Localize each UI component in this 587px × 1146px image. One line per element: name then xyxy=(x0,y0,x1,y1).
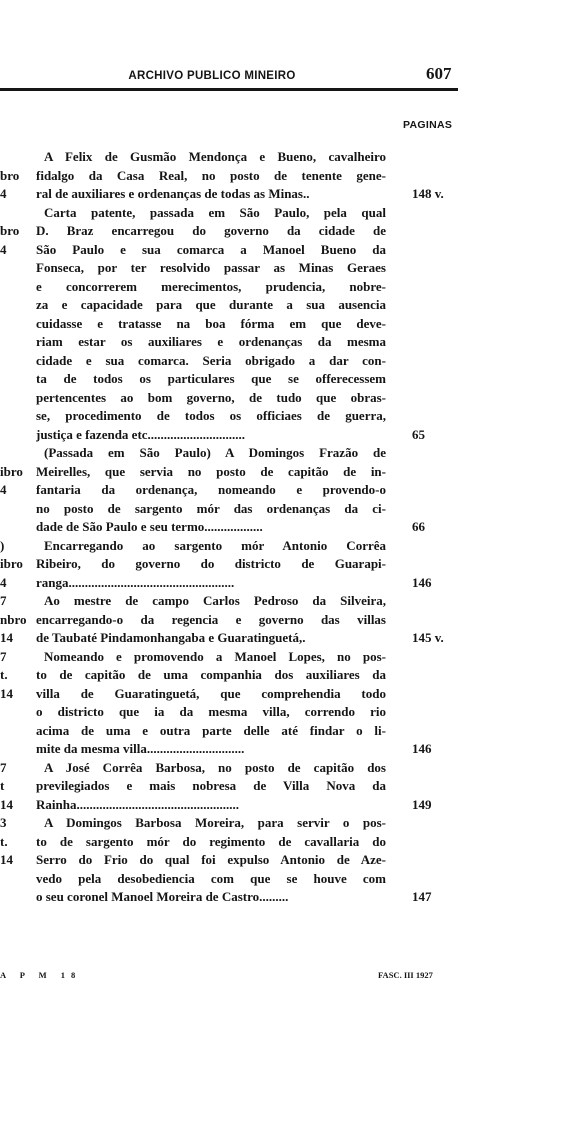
entry-text: Fonseca, por ter resolvido passar as Minas Geraes xyxy=(36,260,386,275)
entry-line xyxy=(0,315,587,334)
margin-date-fragment: 4 xyxy=(0,482,7,497)
index-entry xyxy=(0,204,587,445)
margin-date-fragment: 4 xyxy=(0,186,7,201)
margin-date-fragment: t. xyxy=(0,667,8,682)
entry-text: A Domingos Barbosa Moreira, para servir o pos- xyxy=(44,815,386,830)
entry-line xyxy=(0,814,587,833)
entry-text: encarregando-o da regencia e governo das villas xyxy=(36,611,386,627)
entry-line xyxy=(0,204,587,223)
index-entries xyxy=(0,148,587,907)
entry-line xyxy=(0,888,587,907)
margin-date-fragment: nbro xyxy=(0,611,27,627)
entry-line xyxy=(0,703,587,722)
page-footer xyxy=(0,970,587,984)
margin-date-fragment: 14 xyxy=(0,852,13,867)
entry-line xyxy=(0,241,587,260)
margin-date-fragment: t xyxy=(0,778,5,793)
entry-text: Meirelles, que servia no posto de capitão de in- xyxy=(36,463,386,479)
page-reference: 65 xyxy=(412,426,425,442)
entry-line xyxy=(0,370,587,389)
entry-line xyxy=(0,759,587,778)
entry-line xyxy=(0,296,587,315)
entry-line xyxy=(0,389,587,408)
entry-text: ranga................................................... xyxy=(36,574,235,590)
index-entry xyxy=(0,537,587,593)
entry-text: A Felix de Gusmão Mendonça e Bueno, cavalheiro xyxy=(44,149,386,164)
header-rule xyxy=(0,88,458,91)
margin-date-fragment: 7 xyxy=(0,759,7,775)
margin-date-fragment: bro xyxy=(0,223,20,238)
entry-line xyxy=(0,333,587,352)
entry-line xyxy=(0,833,587,852)
entry-line xyxy=(0,167,587,186)
margin-date-fragment: ibro xyxy=(0,463,23,479)
page-reference: 148 v. xyxy=(412,186,444,201)
entry-text: Ao mestre de campo Carlos Pedroso da Silveira, xyxy=(44,593,386,608)
entry-text: Carta patente, passada em São Paulo, pela qual xyxy=(44,204,386,220)
entry-text: Ribeiro, do governo do districto de Guarapi- xyxy=(36,556,386,571)
index-entry xyxy=(0,444,587,537)
entry-line xyxy=(0,611,587,630)
entry-text: ta de todos os particulares que se offerecessem xyxy=(36,371,386,386)
entry-text: (Passada em São Paulo) A Domingos Frazão de xyxy=(44,445,386,460)
page-reference: 145 v. xyxy=(412,630,444,645)
page-reference: 146 xyxy=(412,741,432,756)
index-entry xyxy=(0,648,587,759)
margin-date-fragment: 14 xyxy=(0,796,13,812)
entry-line xyxy=(0,666,587,685)
entry-line xyxy=(0,722,587,741)
pages-column-heading: PAGINAS xyxy=(403,119,453,131)
entry-line xyxy=(0,592,587,611)
entry-text: za e capacidade para que durante a sua ausencia xyxy=(36,297,386,312)
entry-line xyxy=(0,278,587,297)
entry-text: A José Corrêa Barbosa, no posto de capitão dos xyxy=(44,759,386,775)
page-reference: 146 xyxy=(412,574,432,590)
entry-line xyxy=(0,685,587,704)
entry-line xyxy=(0,222,587,241)
entry-text: fantaria da ordenança, nomeando e provendo-o xyxy=(36,482,386,497)
entry-line xyxy=(0,555,587,574)
entry-text: villa de Guaratinguetá, que comprehendia todo xyxy=(36,685,386,701)
entry-text: se, procedimento de todos os officiaes de guerra, xyxy=(36,408,386,423)
entry-text: de Taubaté Pindamonhangaba e Guaratinguetá,. xyxy=(36,630,306,645)
entry-line xyxy=(0,796,587,815)
entry-text: o seu coronel Manoel Moreira de Castro......... xyxy=(36,889,289,904)
entry-line xyxy=(0,259,587,278)
running-header-title: ARCHIVO PUBLICO MINEIRO xyxy=(128,70,296,82)
margin-date-fragment: ) xyxy=(0,537,5,553)
entry-line xyxy=(0,777,587,796)
margin-date-fragment: ibro xyxy=(0,556,23,571)
entry-line xyxy=(0,851,587,870)
entry-line xyxy=(0,629,587,648)
entry-line xyxy=(0,537,587,556)
entry-text: justiça e fazenda etc.............................. xyxy=(36,426,246,442)
entry-line xyxy=(0,426,587,445)
entry-text: e concorrerem merecimentos, prudencia, nobre- xyxy=(36,278,386,294)
entry-text: previlegiados e mais nobresa de Villa Nova da xyxy=(36,778,386,793)
margin-date-fragment: 7 xyxy=(0,593,7,608)
entry-text: dade de São Paulo e seu termo.................. xyxy=(36,519,263,534)
page-reference: 66 xyxy=(412,519,425,534)
footer-right: FASC. III 1927 xyxy=(378,970,433,980)
entry-line xyxy=(0,870,587,889)
index-entry xyxy=(0,759,587,815)
entry-text: Encarregando ao sargento mór Antonio Corrêa xyxy=(44,537,386,553)
entry-line xyxy=(0,574,587,593)
entry-text: vedo pela desobediencia com que se houve com xyxy=(36,870,386,886)
entry-text: ral de auxiliares e ordenanças de todas as Minas.. xyxy=(36,186,310,201)
margin-date-fragment: 14 xyxy=(0,630,13,645)
margin-date-fragment: t. xyxy=(0,833,8,849)
entry-text: fidalgo da Casa Real, no posto de tenente gene- xyxy=(36,167,386,183)
entry-text: to de sargento mór do regimento de cavallaria do xyxy=(36,833,386,849)
entry-text: no posto de sargento mór das ordenanças da ci- xyxy=(36,500,386,516)
entry-text: riam estar os auxiliares e ordenanças da mesma xyxy=(36,334,386,349)
page-reference: 147 xyxy=(412,889,432,904)
entry-line xyxy=(0,518,587,537)
entry-line xyxy=(0,148,587,167)
entry-line xyxy=(0,500,587,519)
entry-text: cidade e sua comarca. Seria obrigado a dar con- xyxy=(36,352,386,368)
entry-text: pertencentes ao bom governo, de tudo que obras- xyxy=(36,389,386,405)
entry-text: Serro do Frio do qual foi expulso Antonio de Aze- xyxy=(36,852,386,867)
entry-line xyxy=(0,407,587,426)
margin-date-fragment: bro xyxy=(0,167,20,183)
entry-line xyxy=(0,740,587,759)
entry-text: acima de uma e outra parte delle até findar o li- xyxy=(36,722,386,738)
index-entry xyxy=(0,148,587,204)
page-reference: 149 xyxy=(412,796,432,812)
index-entry xyxy=(0,814,587,907)
margin-date-fragment: 4 xyxy=(0,574,7,590)
footer-left: A P M 18 xyxy=(0,970,82,980)
entry-line xyxy=(0,648,587,667)
entry-line xyxy=(0,185,587,204)
entry-line xyxy=(0,463,587,482)
entry-text: cuidasse e tratasse na boa fórma em que deve- xyxy=(36,315,386,331)
entry-text: São Paulo e sua comarca a Manoel Bueno da xyxy=(36,241,386,257)
entry-line xyxy=(0,444,587,463)
margin-date-fragment: 14 xyxy=(0,685,13,701)
entry-text: D. Braz encarregou do governo da cidade de xyxy=(36,223,386,238)
entry-text: mite da mesma villa.............................. xyxy=(36,741,245,756)
entry-text: o districto que ia da mesma villa, correndo rio xyxy=(36,704,386,719)
margin-date-fragment: 7 xyxy=(0,648,7,664)
entry-text: to de capitão de uma companhia dos auxiliares da xyxy=(36,667,386,682)
entry-line xyxy=(0,352,587,371)
index-entry xyxy=(0,592,587,648)
entry-text: Rainha.................................................. xyxy=(36,796,239,812)
margin-date-fragment: 4 xyxy=(0,241,7,257)
entry-line xyxy=(0,481,587,500)
entry-text: Nomeando e promovendo a Manoel Lopes, no pos- xyxy=(44,648,386,664)
margin-date-fragment: 3 xyxy=(0,815,7,830)
page-number: 607 xyxy=(426,64,452,83)
